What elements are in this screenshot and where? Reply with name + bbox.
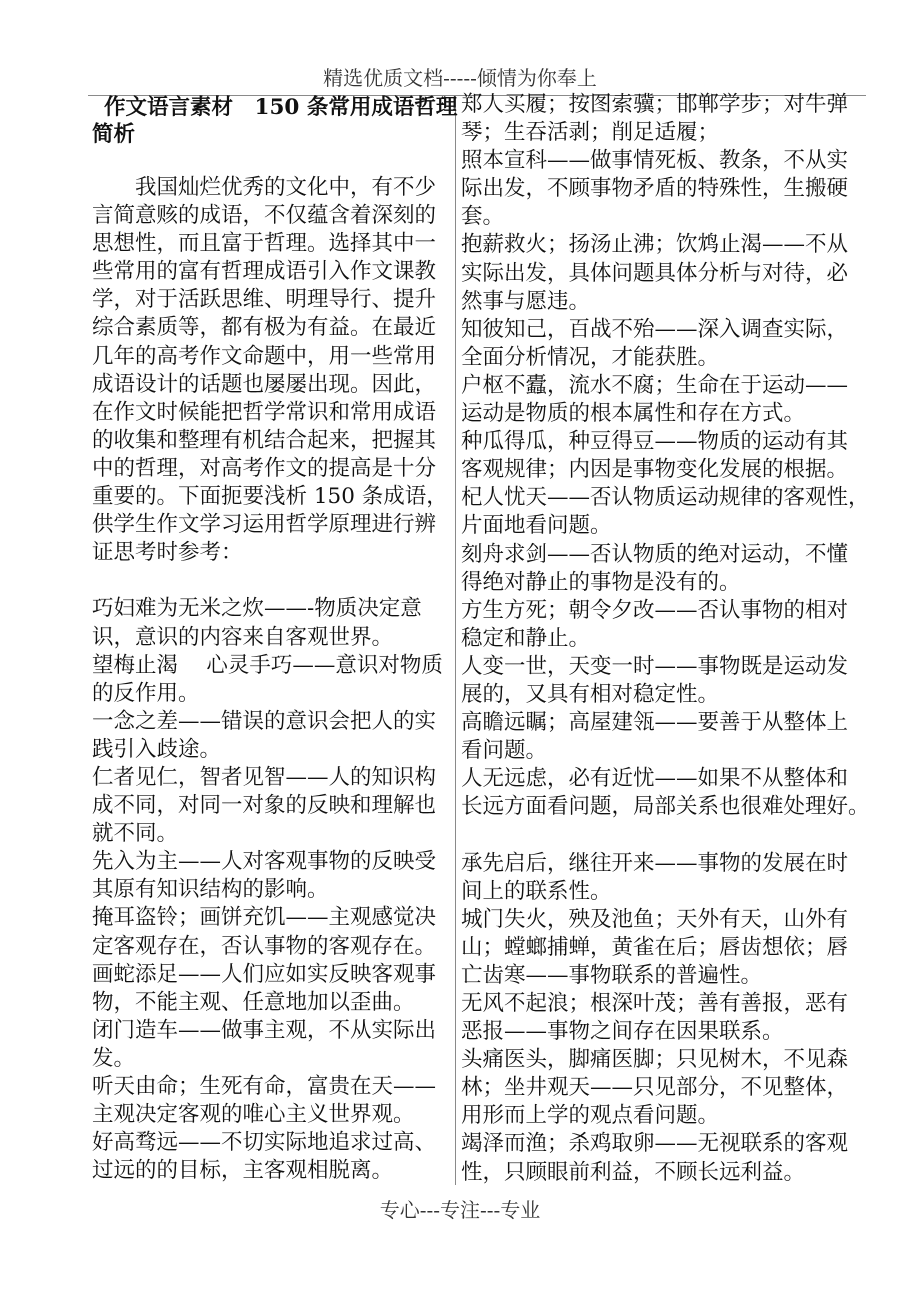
- intro-line: 供学生作文学习运用哲学原理进行辨: [92, 512, 437, 538]
- idiom-entry-line: 抱薪救火；扬汤止沸；饮鸩止渴——不从: [461, 232, 849, 258]
- idiom-entry-line: 恶报——事物之间存在因果联系。: [461, 1019, 784, 1045]
- idiom-entry-line: 其原有知识结构的影响。: [92, 877, 329, 903]
- idiom-entry-line: 物，不能主观、任意地加以歪曲。: [92, 989, 415, 1015]
- idiom-entry: [461, 91, 871, 147]
- idiom-entry-line: 片面地看问题。: [461, 513, 612, 539]
- column-divider: [455, 95, 456, 1185]
- idiom-entry-line: 闭门造车——做事主观，不从实际出: [92, 1017, 437, 1043]
- page-footer-text: 专心---专注---专业: [379, 1198, 541, 1222]
- idiom-entry-line: 际出发，不顾事物矛盾的特殊性，生搬硬: [461, 176, 849, 202]
- idiom-entry-line: 套。: [461, 204, 505, 230]
- idiom-entry: [461, 597, 871, 653]
- intro-line: 成语设计的话题也屡屡出现。因此，: [92, 371, 437, 397]
- idiom-entry-line: 城门失火，殃及池鱼；天外有天，山外有: [461, 906, 849, 932]
- idiom-entry: [92, 708, 450, 764]
- idiom-entry-line: 践引入歧途。: [92, 736, 222, 762]
- idiom-group: [461, 850, 871, 1187]
- idiom-entry: [461, 653, 871, 709]
- left-column: [92, 94, 458, 1185]
- idiom-entry: [461, 709, 871, 765]
- page-header-text: 精选优质文档-----倾情为你奉上: [323, 66, 597, 90]
- intro-line: 的收集和整理有机结合起来，把握其: [92, 427, 437, 453]
- idiom-entry: [92, 764, 450, 848]
- intro-line: 中的哲理，对高考作文的提高是十分: [92, 455, 437, 481]
- idiom-entry: [461, 1130, 871, 1186]
- idiom-entry: [461, 316, 871, 372]
- idiom-entry-line: 定客观存在，否认事物的客观存在。: [92, 933, 437, 959]
- idiom-group: [461, 91, 871, 821]
- idiom-entry-line: 主观决定客观的唯心主义世界观。: [92, 1102, 415, 1128]
- idiom-entry-line: 杞人忧天——否认物质运动规律的客观性，: [461, 485, 870, 511]
- idiom-entry-line: 望梅止渴 心灵手巧——意识对物质: [92, 652, 443, 678]
- paragraph-gap: [461, 821, 871, 849]
- idiom-entry-line: 稳定和静止。: [461, 625, 591, 651]
- intro-line: 几年的高考作文命题中，用一些常用: [92, 343, 437, 369]
- intro-line: 我国灿烂优秀的文化中，有不少: [135, 175, 437, 200]
- idiom-entry-line: 长远方面看问题，局部关系也很难处理好。: [461, 794, 870, 820]
- idiom-entry: [92, 1017, 450, 1073]
- title-line: 简析: [92, 122, 136, 147]
- intro-line: 言简意赅的成语，不仅蕴含着深刻的: [92, 203, 437, 229]
- intro-line: 重要的。下面扼要浅析 150 条成语，: [92, 484, 448, 510]
- idiom-entry-line: 展的，又具有相对稳定性。: [461, 681, 720, 707]
- idiom-entry: [92, 848, 450, 904]
- idiom-entry-line: 先入为主——人对客观事物的反映受: [92, 849, 437, 875]
- idiom-entry-line: 就不同。: [92, 821, 179, 847]
- idiom-entry-line: 的反作用。: [92, 680, 200, 706]
- idiom-entry: [461, 765, 871, 821]
- idiom-entry-line: 照本宣科——做事情死板、教条，不从实: [461, 148, 849, 174]
- idiom-entry-line: 用形而上学的观点看问题。: [461, 1103, 720, 1129]
- idiom-entry-line: 得绝对静止的事物是没有的。: [461, 569, 741, 595]
- title-line: 作文语言素材 150 条常用成语哲理: [104, 95, 458, 120]
- idiom-entry: [92, 1129, 450, 1185]
- idiom-entry-line: 仁者见仁，智者见智——人的知识构: [92, 764, 437, 790]
- idiom-entry-line: 方生方死；朝令夕改——否认事物的相对: [461, 597, 849, 623]
- idiom-entry: [461, 428, 871, 484]
- idiom-entry-line: 听天由命；生死有命，富贵在天——: [92, 1074, 437, 1099]
- idiom-entry: [461, 147, 871, 231]
- idiom-entry-line: 刻舟求剑——否认物质的绝对运动，不懂: [461, 541, 849, 567]
- idiom-entry: [92, 961, 450, 1017]
- idiom-entry-line: 亡齿寒——事物联系的普遍性。: [461, 962, 763, 988]
- idiom-entry-line: 林；坐井观天——只见部分，不见整体，: [461, 1075, 849, 1101]
- intro-line: 在作文时候能把哲学常识和常用成语: [92, 399, 437, 425]
- intro-paragraph: [92, 174, 450, 567]
- idiom-entry-line: 高瞻远瞩；高屋建瓴——要善于从整体上: [461, 710, 849, 736]
- idiom-entry-line: 户枢不蠹，流水不腐；生命在于运动——: [461, 372, 849, 398]
- idiom-entry: [461, 541, 871, 597]
- idiom-entry-line: 客观规律；内因是事物变化发展的根据。: [461, 457, 849, 483]
- idiom-entry: [461, 906, 871, 990]
- idiom-entry-line: 掩耳盗铃；画饼充饥——主观感觉决: [92, 905, 437, 931]
- idiom-entry-line: 运动是物质的根本属性和存在方式。: [461, 401, 806, 427]
- idiom-entry-line: 看问题。: [461, 738, 548, 764]
- intro-line: 综合素质等，都有极为有益。在最近: [92, 315, 437, 341]
- right-column: [461, 91, 871, 1187]
- idiom-entry-line: 郑人买履；按图索骥；邯郸学步；对牛弹: [461, 92, 849, 117]
- idiom-entry-line: 竭泽而渔；杀鸡取卵——无视联系的客观: [461, 1131, 849, 1157]
- idiom-entry-line: 过远的的目标，主客观相脱离。: [92, 1158, 394, 1184]
- idiom-entry-line: 识，意识的内容来自客观世界。: [92, 624, 394, 650]
- intro-line: 证思考时参考：: [92, 540, 243, 566]
- idiom-entry-line: 全面分析情况，才能获胜。: [461, 344, 720, 370]
- paragraph-gap: [92, 567, 450, 595]
- idiom-entry-line: 性，只顾眼前利益，不顾长远利益。: [461, 1159, 806, 1185]
- idiom-entry-line: 无风不起浪；根深叶茂；善有善报，恶有: [461, 991, 849, 1016]
- idiom-entry-line: 种瓜得瓜，种豆得豆——物质的运动有其: [461, 429, 849, 455]
- idiom-entry-line: 知彼知己，百战不殆——深入调查实际，: [461, 316, 849, 342]
- idiom-entry-line: 头痛医头，脚痛医脚；只见树木，不见森: [461, 1047, 849, 1073]
- idiom-list-left: [92, 595, 450, 1185]
- intro-line: 些常用的富有哲理成语引入作文课教: [92, 259, 437, 285]
- idiom-entry-line: 画蛇添足——人们应如实反映客观事: [92, 961, 437, 987]
- idiom-entry-line: 好高骛远——不切实际地追求过高、: [92, 1130, 437, 1156]
- intro-line: 思想性，而且富于哲理。选择其中一: [92, 231, 437, 257]
- idiom-entry-line: 承先启后，继往开来——事物的发展在时: [461, 850, 849, 876]
- idiom-entry: [92, 652, 450, 708]
- idiom-entry-line: 发。: [92, 1045, 136, 1071]
- idiom-entry-line: 琴；生吞活剥；削足适履；: [461, 120, 720, 146]
- idiom-entry: [461, 850, 871, 906]
- idiom-entry-line: 人变一世，天变一时——事物既是运动发: [461, 653, 849, 679]
- idiom-entry: [461, 372, 871, 428]
- idiom-entry-line: 山；螳螂捕蝉，黄雀在后；唇齿想依；唇: [461, 934, 849, 960]
- document-title: [92, 94, 458, 148]
- idiom-entry: [92, 1073, 450, 1129]
- intro-line: 学，对于活跃思维、明理导行、提升: [92, 287, 437, 313]
- idiom-entry-line: 然事与愿违。: [461, 288, 591, 314]
- idiom-entry: [461, 484, 871, 540]
- idiom-entry-line: 一念之差——错误的意识会把人的实: [92, 708, 437, 734]
- idiom-entry-line: 成不同，对同一对象的反映和理解也: [92, 793, 437, 819]
- idiom-entry: [461, 231, 871, 315]
- idiom-entry: [461, 1046, 871, 1130]
- idiom-entry: [461, 990, 871, 1046]
- idiom-entry-line: 实际出发，具体问题具体分析与对待，必: [461, 260, 849, 286]
- idiom-entry: [92, 595, 450, 651]
- idiom-entry-line: 人无远虑，必有近忧——如果不从整体和: [461, 766, 849, 792]
- idiom-entry-line: 间上的联系性。: [461, 878, 612, 904]
- idiom-entry: [92, 904, 450, 960]
- idiom-entry-line: 巧妇难为无米之炊——-物质决定意: [92, 596, 422, 622]
